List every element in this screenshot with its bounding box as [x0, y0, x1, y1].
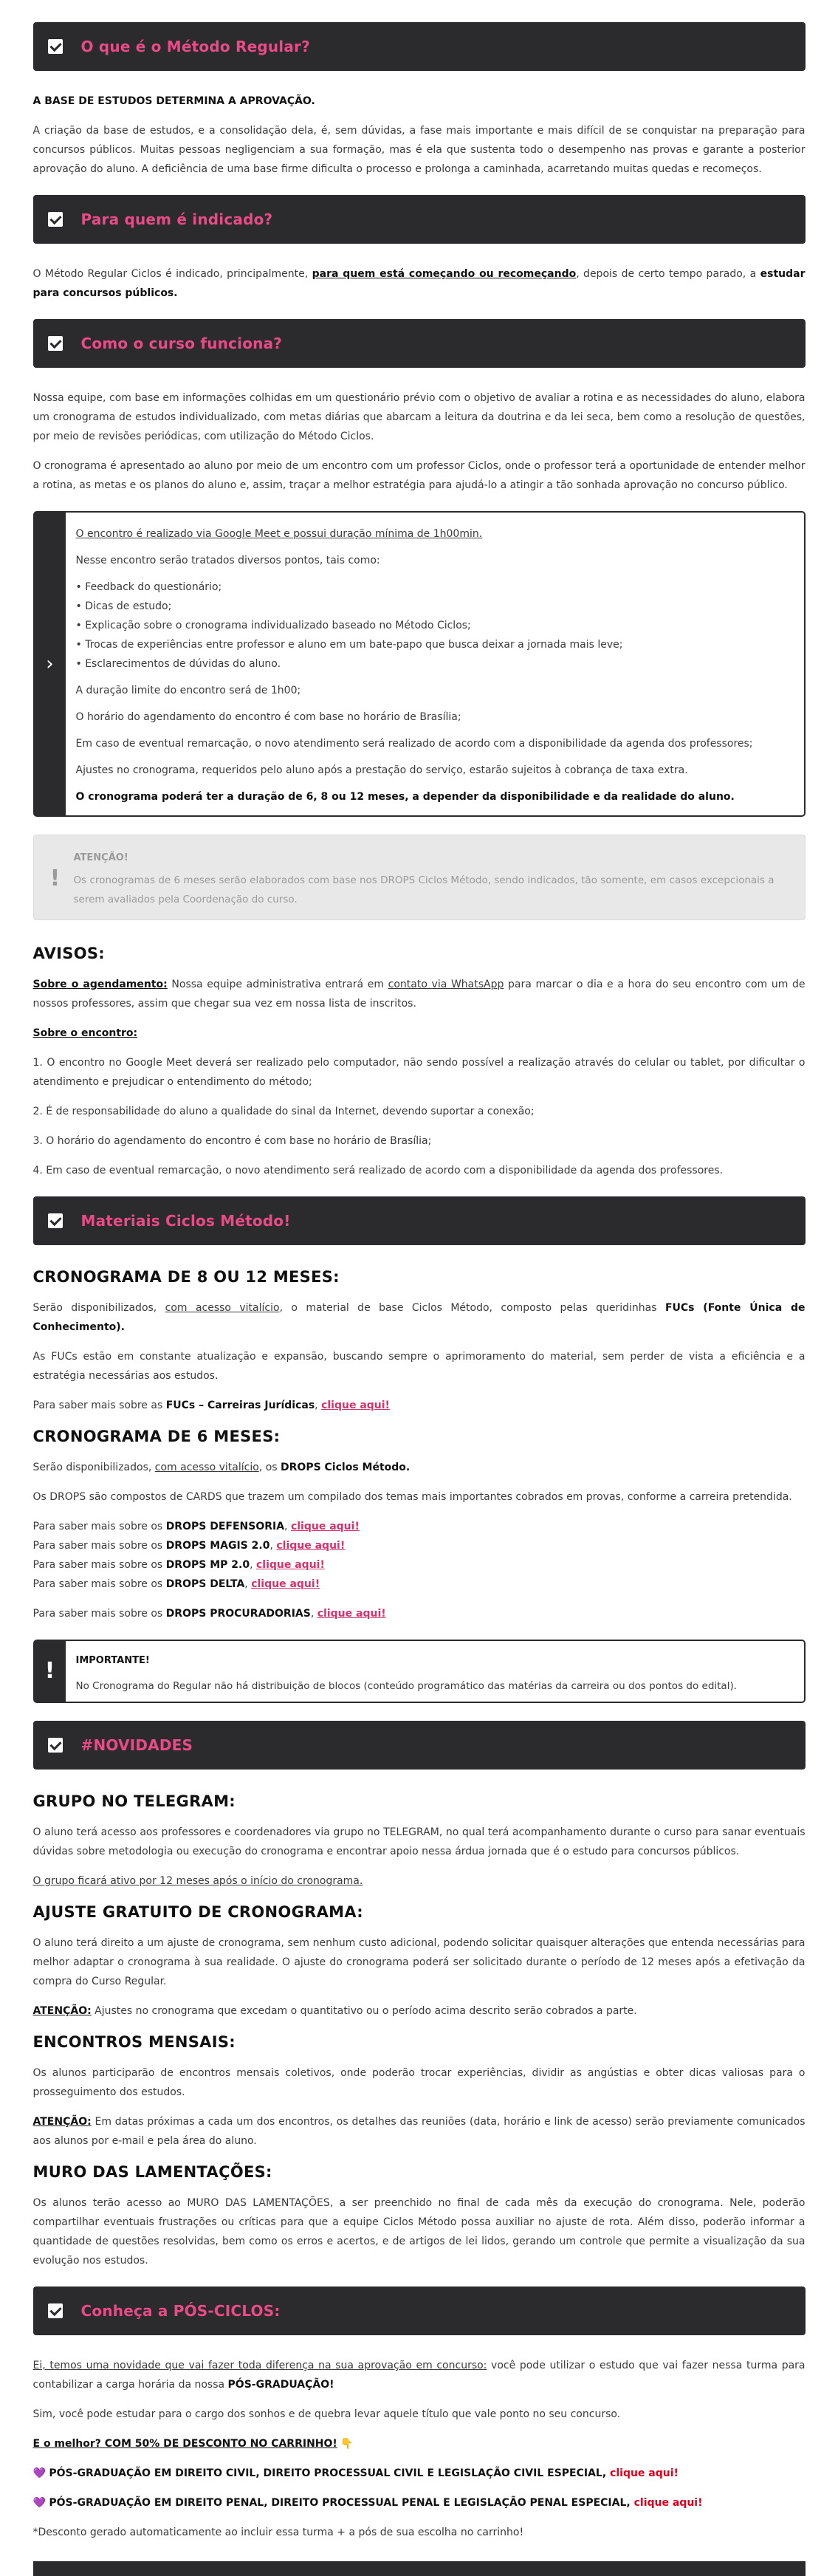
list-item: • Dicas de estudo;	[75, 600, 172, 612]
pos-civil-link[interactable]: clique aqui!	[610, 2467, 679, 2479]
list-item: 1. O encontro no Google Meet deverá ser realizado pelo computador, não sendo possível a realização através do celular ou tablet, por dificultar o atendimento e prejudicar o entendimento do método;	[32, 1057, 806, 1088]
paragraph: ATENÇÃO: Em datas próximas a cada um dos encontros, os detalhes das reuniões (data, horário e link de acesso) serão previamente comunicados aos alunos por e-mail e pela área do aluno.	[32, 2116, 806, 2147]
subheading: CRONOGRAMA DE 6 MESES:	[32, 1428, 281, 1445]
exclamation-icon: !	[49, 866, 61, 891]
purple-heart-icon: 💜	[32, 2497, 46, 2509]
paragraph: O cronograma é apresentado ao aluno por meio de um encontro com um professor Ciclos, onde o professor terá a oportunidade de entender melhor a rotina, as metas e os planos do aluno e, assim, traçar a melhor estratégia para ajudá-lo a atingir a tão sonhada aprovação no concurso público.	[32, 460, 806, 491]
pointing-down-icon: 👇	[340, 2438, 354, 2450]
paragraph: O aluno terá acesso aos professores e coordenadores via grupo no TELEGRAM, no qual terá acompanhamento durante o curso para sanar eventuais dúvidas sobre metodologia ou execução do cronograma e encontrar apoio nessa árdua jornada que é o estudo para concursos públicos.	[32, 1826, 806, 1857]
section-title: Materiais Ciclos Método!	[80, 1212, 291, 1230]
paragraph: ATENÇÃO: Ajustes no cronograma que excedam o quantitativo ou o período acima descrito serão cobrados a parte.	[32, 2005, 637, 2017]
purple-heart-icon: 💜	[32, 2467, 46, 2479]
encontro-details-box	[33, 511, 806, 817]
box-paragraph: Em caso de eventual remarcação, o novo atendimento será realizado de acordo com a disponibilidade da agenda dos professores;	[75, 738, 753, 750]
list-item: 2. É de responsabilidade do aluno a qualidade do sinal da Internet, devendo suportar a conexão;	[32, 1106, 535, 1117]
fucs-link[interactable]: clique aqui!	[321, 1400, 390, 1411]
paragraph: O grupo ficará ativo por 12 meses após o início do cronograma.	[32, 1875, 363, 1887]
checkbox-icon	[48, 39, 63, 54]
section-header-para-quem	[33, 195, 806, 244]
paragraph: Sobre o encontro:	[32, 1027, 138, 1039]
exclamation-icon: !	[35, 1641, 66, 1702]
attention-alert	[33, 835, 806, 920]
section-title: #NOVIDADES	[80, 1736, 193, 1754]
section-lead: A BASE DE ESTUDOS DETERMINA A APROVAÇÃO.	[32, 95, 315, 107]
paragraph: Para saber mais sobre as FUCs – Carreiras Jurídicas, clique aqui!	[32, 1400, 390, 1411]
section-title: Conheça a PÓS-CICLOS:	[80, 2302, 281, 2320]
paragraph: Sim, você pode estudar para o cargo dos sonhos e de quebra levar aquele título que vale ponto no seu concurso.	[32, 2408, 621, 2420]
subheading: MURO DAS LAMENTAÇÕES:	[32, 2163, 272, 2181]
pos-line: 💜 PÓS-GRADUAÇÃO EM DIREITO CIVIL, DIREITO PROCESSUAL CIVIL E LEGISLAÇÃO CIVIL ESPECIAL, clique aqui!	[32, 2467, 679, 2479]
next-section-bar	[33, 2561, 806, 2576]
subheading: GRUPO NO TELEGRAM:	[32, 1792, 236, 1810]
subheading: AJUSTE GRATUITO DE CRONOGRAMA:	[32, 1903, 363, 1921]
list-item: • Esclarecimentos de dúvidas do aluno.	[75, 658, 281, 670]
section-header-novidades	[33, 1721, 806, 1770]
paragraph: Ei, temos uma novidade que vai fazer toda diferença na sua aprovação em concurso: você pode utilizar o estudo que vai fazer nessa turma para contabilizar a carga horária da nossa PÓS-GRADUAÇÃO!	[32, 2360, 806, 2391]
checkbox-icon	[48, 1213, 63, 1228]
list-item: 3. O horário do agendamento do encontro é com base no horário de Brasília;	[32, 1135, 432, 1147]
list-item: • Explicação sobre o cronograma individualizado baseado no Método Ciclos;	[75, 620, 471, 631]
discount-note: *Desconto gerado automaticamente ao incluir essa turma + a pós de sua escolha no carrinho!	[32, 2527, 524, 2538]
box-paragraph: A duração limite do encontro será de 1h00;	[75, 685, 301, 696]
paragraph: A criação da base de estudos, e a consolidação dela, é, sem dúvidas, a fase mais importante e mais difícil de se conquistar na preparação para concursos públicos. Muitas pessoas negligenciam a sua formação, mas é ela que sustenta todo o desempenho nas provas e garante a posterior aprovação do aluno. A deficiência de uma base firme dificulta o processo e prolonga a caminhada, acarretando muitas quedas e recomeços.	[32, 125, 806, 175]
pos-line: 💜 PÓS-GRADUAÇÃO EM DIREITO PENAL, DIREITO PROCESSUAL PENAL E LEGISLAÇÃO PENAL ESPECIAL, clique aqui!	[32, 2497, 703, 2509]
subheading: CRONOGRAMA DE 8 OU 12 MESES:	[32, 1268, 340, 1286]
drops-line: Para saber mais sobre os DROPS PROCURADORIAS, clique aqui!	[32, 1608, 386, 1620]
checkbox-icon	[48, 1738, 63, 1753]
drops-line: Para saber mais sobre os DROPS MAGIS 2.0, clique aqui!	[32, 1540, 346, 1552]
list-item: • Feedback do questionário;	[75, 581, 222, 593]
list-item: 4. Em caso de eventual remarcação, o novo atendimento será realizado de acordo com a disponibilidade da agenda dos professores.	[32, 1165, 724, 1176]
drops-mp-link[interactable]: clique aqui!	[255, 1559, 325, 1571]
box-paragraph: Ajustes no cronograma, requeridos pelo aluno após a prestação do serviço, estarão sujeitos à cobrança de taxa extra.	[75, 764, 688, 776]
drops-delta-link[interactable]: clique aqui!	[251, 1578, 320, 1590]
pos-penal-link[interactable]: clique aqui!	[633, 2497, 703, 2509]
drops-magis-link[interactable]: clique aqui!	[276, 1540, 346, 1552]
box-paragraph: O cronograma poderá ter a duração de 6, 8 ou 12 meses, a depender da disponibilidade e da realidade do aluno.	[75, 791, 735, 803]
list-item: • Trocas de experiências entre professor e aluno em um bate-papo que busca deixar a jornada mais leve;	[75, 639, 623, 651]
paragraph: O Método Regular Ciclos é indicado, principalmente, para quem está começando ou recomeçando, depois de certo tempo parado, a estudar para concursos públicos.	[32, 268, 806, 299]
chevron-right-icon[interactable]: ›	[35, 513, 66, 815]
paragraph: E o melhor? COM 50% DE DESCONTO NO CARRINHO! 👇	[32, 2438, 354, 2450]
paragraph: Os alunos participarão de encontros mensais coletivos, onde poderão trocar experiências, dividir as angústias e obter dicas valiosas para o prosseguimento dos estudos.	[32, 2067, 806, 2098]
paragraph: Serão disponibilizados, com acesso vitalício, o material de base Ciclos Método, composto pelas queridinhas FUCs (Fonte Única de Conhecimento).	[32, 1302, 806, 1333]
section-title: Para quem é indicado?	[80, 210, 273, 228]
alert-title: IMPORTANTE!	[75, 1655, 150, 1666]
alert-title: ATENÇÃO!	[73, 852, 128, 863]
paragraph: O aluno terá direito a um ajuste de cronograma, sem nenhum custo adicional, podendo solicitar quaisquer alterações que entenda necessárias para melhor adaptar o cronograma à sua realidade. O ajuste do cronograma poderá ser solicitado durante o período de 12 meses após a efetivação da compra do Curso Regular.	[32, 1937, 806, 1987]
important-alert	[33, 1640, 806, 1703]
checkbox-icon	[48, 336, 63, 351]
drops-line: Para saber mais sobre os DROPS DELTA, clique aqui!	[32, 1578, 320, 1590]
avisos-heading: AVISOS:	[32, 945, 105, 962]
paragraph: Sobre o agendamento: Nossa equipe administrativa entrará em contato via WhatsApp para marcar o dia e a hora do seu encontro com um de nossos professores, assim que chegar sua vez em nossa lista de inscritos.	[32, 979, 806, 1010]
drops-defensoria-link[interactable]: clique aqui!	[290, 1521, 360, 1532]
paragraph: As FUCs estão em constante atualização e expansão, buscando sempre o aprimoramento do material, sem perder de vista a eficiência e a estratégia necessárias aos estudos.	[32, 1351, 806, 1382]
drops-line: Para saber mais sobre os DROPS DEFENSORIA, clique aqui!	[32, 1521, 360, 1532]
section-header-como-funciona	[33, 319, 806, 368]
box-intro: O encontro é realizado via Google Meet e possui duração mínima de 1h00min.	[75, 528, 483, 540]
paragraph: Nossa equipe, com base em informações colhidas em um questionário prévio com o objetivo de avaliar a rotina e as necessidades do aluno, elabora um cronograma de estudos individualizado, com metas diárias que abarcam a leitura da doutrina e da lei seca, bem como a resolução de questões, por meio de revisões periódicas, com utilização do Método Ciclos.	[32, 392, 806, 442]
section-header-metodo-regular	[33, 22, 806, 71]
drops-procuradorias-link[interactable]: clique aqui!	[317, 1608, 386, 1620]
box-paragraph: Nesse encontro serão tratados diversos pontos, tais como:	[75, 555, 380, 566]
section-header-materiais	[33, 1196, 806, 1245]
drops-line: Para saber mais sobre os DROPS MP 2.0, clique aqui!	[32, 1559, 325, 1571]
section-title: Como o curso funciona?	[80, 335, 283, 352]
alert-text: No Cronograma do Regular não há distribuição de blocos (conteúdo programático das matérias da carreira ou dos pontos do edital).	[75, 1680, 738, 1692]
section-title: O que é o Método Regular?	[80, 38, 310, 55]
paragraph: Os DROPS são compostos de CARDS que trazem um compilado dos temas mais importantes cobrados em provas, conforme a carreira pretendida.	[32, 1491, 792, 1503]
checkbox-icon	[48, 212, 63, 227]
section-header-pos-ciclos	[33, 2286, 806, 2335]
paragraph: Serão disponibilizados, com acesso vitalício, os DROPS Ciclos Método.	[32, 1462, 411, 1473]
subheading: ENCONTROS MENSAIS:	[32, 2033, 236, 2051]
paragraph: Os alunos terão acesso ao MURO DAS LAMENTAÇÕES, a ser preenchido no final de cada mês da execução do cronograma. Nele, poderão compartilhar eventuais frustrações ou críticas para que a equipe Ciclos Método possa auxiliar no ajuste de rota. Além disso, poderão informar a quantidade de questões resolvidas, bem como os erros e acertos, e de artigos de lei lidos, gerando um controle que permite a visualização da sua evolução nos estudos.	[32, 2197, 806, 2267]
box-paragraph: O horário do agendamento do encontro é com base no horário de Brasília;	[75, 711, 461, 723]
checkbox-icon	[48, 2303, 63, 2318]
alert-text: Os cronogramas de 6 meses serão elaborados com base nos DROPS Ciclos Método, sendo indicados, tão somente, em casos excepcionais a serem avaliados pela Coordenação do curso.	[73, 874, 775, 905]
